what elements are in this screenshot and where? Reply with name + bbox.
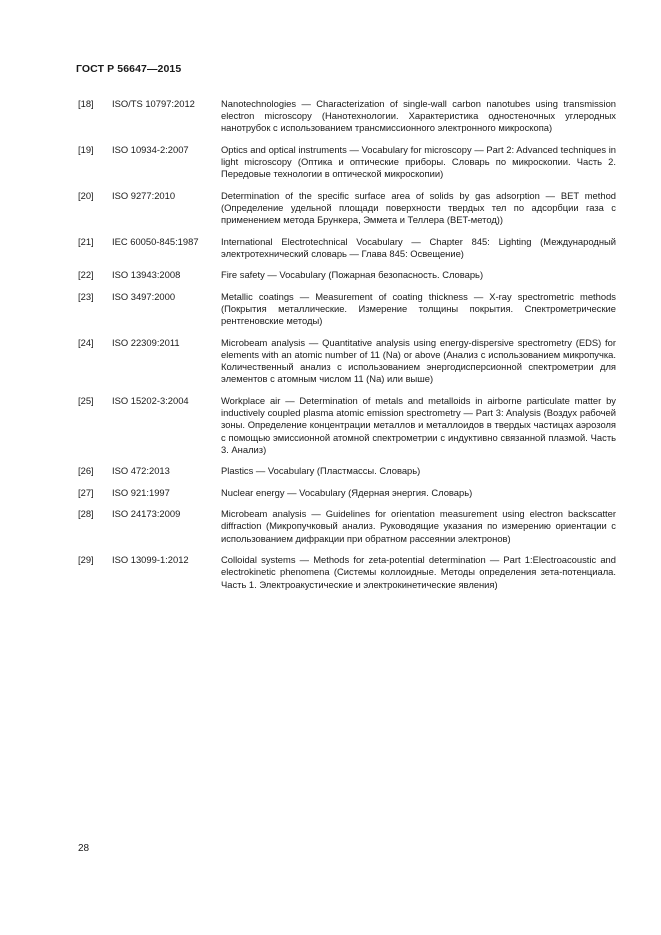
reference-code: ISO 22309:2011 — [112, 336, 180, 348]
reference-title: Metallic coatings — Measurement of coating thickness — X-ray spectrometric methods (Покрытия металлические. Измерение толщины покрытия. Спектрометрические рентгеновские методы) — [221, 290, 616, 327]
reference-code: ISO/TS 10797:2012 — [112, 98, 195, 109]
reference-item — [78, 487, 616, 499]
reference-code: ISO 10934-2:2007 — [112, 143, 189, 155]
reference-number: [23] — [78, 290, 94, 302]
reference-item — [78, 395, 616, 456]
reference-number: [24] — [78, 336, 94, 348]
reference-title: Colloidal systems — Methods for zeta-potential determination — Part 1:Electroacoustic and electrokinetic phenomena (Системы коллоидные. Методы определения зета-потенциала. Часть 1. Электроакустические и электрокинетические явления) — [221, 554, 616, 590]
reference-code: ISO 9277:2010 — [112, 189, 176, 201]
bibliography-list — [78, 98, 616, 600]
reference-title: Plastics — Vocabulary (Пластмассы. Словарь) — [221, 465, 421, 477]
reference-number: [27] — [78, 486, 94, 498]
reference-item — [78, 465, 616, 477]
reference-title: International Electrotechnical Vocabulary — Chapter 845: Lighting (Международный электротехнический словарь — Глава 845: Освещение) — [221, 235, 616, 259]
reference-number: [21] — [78, 235, 94, 247]
reference-title: Microbeam analysis — Guidelines for orientation measurement using electron backscatter diffraction (Микропучковый анализ. Руководящие указания по измерению ориентации с использованием дифракции при обратном рассеянии электронов) — [221, 508, 616, 544]
reference-code: ISO 472:2013 — [112, 465, 170, 477]
reference-code: ISO 921:1997 — [112, 486, 170, 498]
reference-item — [78, 291, 616, 328]
reference-item — [78, 190, 616, 227]
page-number: 28 — [78, 843, 90, 854]
reference-item — [78, 144, 616, 181]
reference-title: Determination of the specific surface area of solids by gas adsorption — BET method (Определение удельной площади поверхности твердых тел по адсорбции газа с применением метода Брункера, Эммета и Теллера (BET-метод)) — [221, 189, 616, 226]
reference-item — [78, 554, 616, 591]
reference-title: Nanotechnologies — Characterization of single-wall carbon nanotubes using transmission electron microscopy (Нанотехнологии. Характеристика одностеночных углеродных нанотрубок с использованием трансмиссионного электронного микроскопа) — [221, 98, 616, 134]
reference-item — [78, 236, 616, 260]
reference-title: Workplace air — Determination of metals and metalloids in airborne particulate matter by inductively coupled plasma atomic emission spectrometry — Part 3: Analysis (Воздух рабочей зоны. Определение концентрации металлов и металлоидов в твердых частицах аэрозоля с помощью эмиссионной атомной спектрометрии с индуктивно связанной плазмой. Часть 3. Анализ) — [221, 394, 616, 455]
reference-code: IEC 60050-845:1987 — [112, 235, 199, 247]
reference-code: ISO 13099-1:2012 — [112, 554, 189, 566]
reference-number: [28] — [78, 508, 94, 520]
reference-number: [18] — [78, 98, 94, 109]
reference-title: Microbeam analysis — Quantitative analysis using energy-dispersive spectrometry (EDS) for elements with an atomic number of 11 (Na) or above (Анализ с использованием микропучка. Количественный анализ с использованием энергодисперсионной спектрометрии для элементов с атомным числом 11 (Na) или выше) — [221, 336, 616, 385]
reference-number: [22] — [78, 269, 94, 281]
reference-code: ISO 24173:2009 — [112, 508, 181, 520]
reference-code: ISO 15202-3:2004 — [112, 394, 189, 406]
reference-item — [78, 337, 616, 386]
reference-item — [78, 508, 616, 545]
reference-title: Nuclear energy — Vocabulary (Ядерная энергия. Словарь) — [221, 486, 473, 498]
reference-code: ISO 13943:2008 — [112, 269, 181, 281]
document-header: ГОСТ Р 56647—2015 — [76, 63, 182, 75]
reference-number: [20] — [78, 189, 94, 201]
reference-number: [25] — [78, 394, 94, 406]
reference-item — [78, 269, 616, 281]
reference-title: Fire safety — Vocabulary (Пожарная безопасность. Словарь) — [221, 269, 484, 281]
reference-item — [78, 98, 616, 135]
reference-number: [26] — [78, 465, 94, 477]
reference-number: [19] — [78, 143, 94, 155]
reference-code: ISO 3497:2000 — [112, 290, 176, 302]
reference-number: [29] — [78, 554, 94, 566]
reference-title: Optics and optical instruments — Vocabulary for microscopy — Part 2: Advanced techniques in light microscopy (Оптика и оптические приборы. Словарь по микроскопии. Часть 2. Передовые технологии в оптической микроскопии) — [221, 143, 616, 180]
